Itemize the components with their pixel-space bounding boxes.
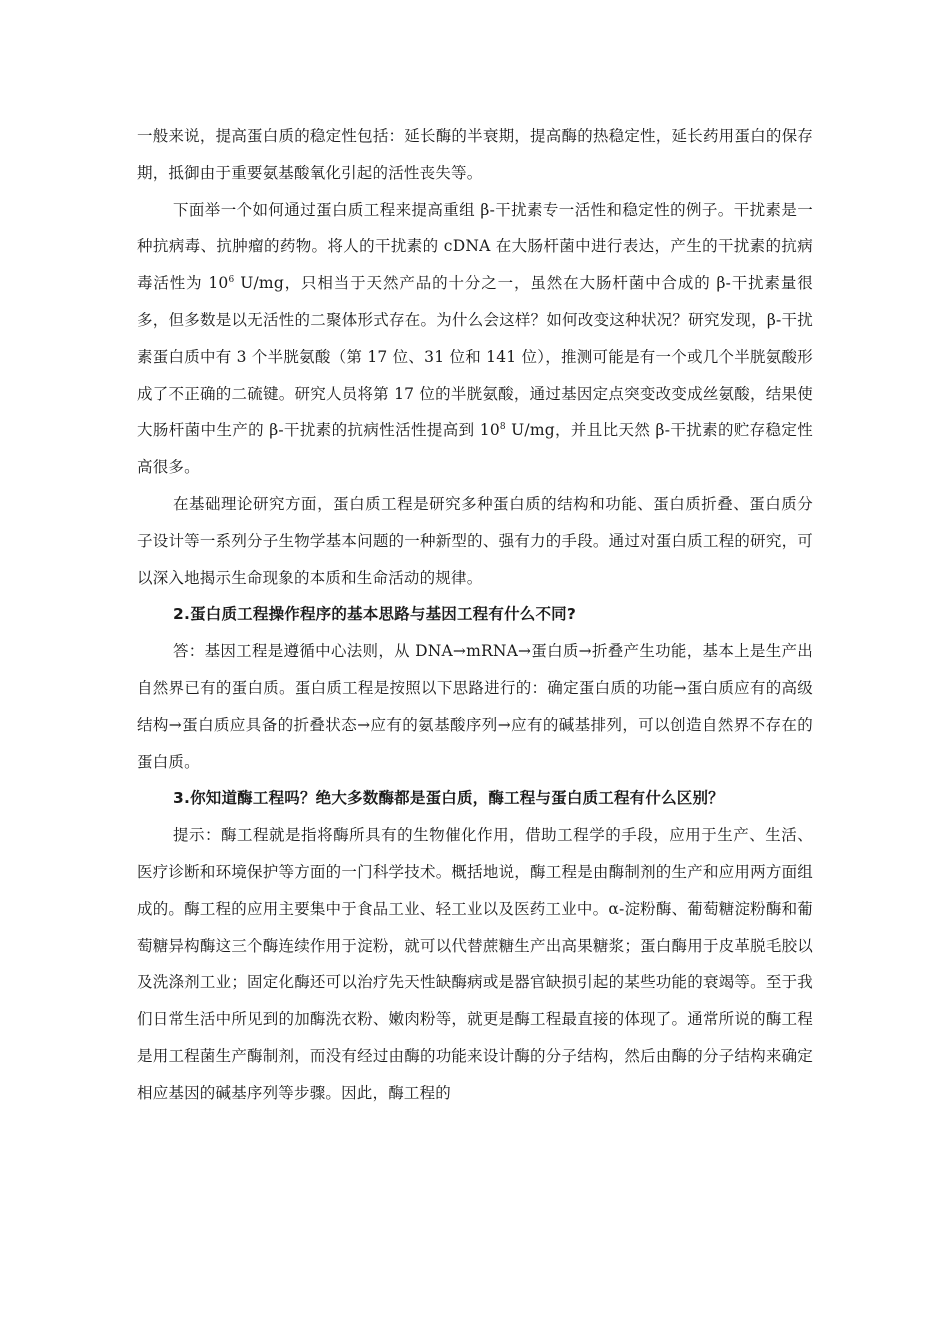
answer-2-paragraph: 答：基因工程是遵循中心法则，从 DNA→mRNA→蛋白质→折叠产生功能，基本上是生产出自然界已有的蛋白质。蛋白质工程是按照以下思路进行的：确定蛋白质的功能→蛋白质应有的高级结构→蛋白质应具备的折叠状态→应有的氨基酸序列→应有的碱基排列，可以创造自然界不存在的蛋白质。 (137, 642, 813, 771)
question-2-heading: 2.蛋白质工程操作程序的基本思路与基因工程有什么不同? (173, 605, 577, 624)
answer-3-paragraph: 提示：酶工程就是指将酶所具有的生物催化作用，借助工程学的手段，应用于生产、生活、医疗诊断和环境保护等方面的一门科学技术。概括地说，酶工程是由酶制剂的生产和应用两方面组成的。酶工程的应用主要集中于食品工业、轻工业以及医药工业中。α-淀粉酶、葡萄糖淀粉酶和葡萄糖异构酶这三个酶连续作用于淀粉，就可以代替蔗糖生产出高果糖浆；蛋白酶用于皮革脱毛胶以及洗涤剂工业；固定化酶还可以治疗先天性缺酶病或是器官缺损引起的某些功能的衰竭等。至于我们日常生活中所见到的加酶洗衣粉、嫩肉粉等，就更是酶工程最直接的体现了。通常所说的酶工程是用工程菌生产酶制剂，而没有经过由酶的功能来设计酶的分子结构，然后由酶的分子结构来确定相应基因的碱基序列等步骤。因此，酶工程的 (137, 826, 813, 1102)
paragraph-basic-research: 在基础理论研究方面，蛋白质工程是研究多种蛋白质的结构和功能、蛋白质折叠、蛋白质分子设计等一系列分子生物学基本问题的一种新型的、强有力的手段。通过对蛋白质工程的研究，可以深入地揭示生命现象的本质和生命活动的规律。 (137, 494, 813, 587)
paragraph-stability: 一般来说，提高蛋白质的稳定性包括：延长酶的半衰期，提高酶的热稳定性，延长药用蛋白的保存期，抵御由于重要氨基酸氧化引起的活性丧失等。 (137, 127, 813, 182)
interferon-text-part1: 下面举一个如何通过蛋白质工程来提高重组 β-干扰素专一活性和稳定性的例子。干扰素是一种抗病毒、抗肿瘤的药物。将人的干扰素的 cDNA 在大肠杆菌中进行表达，产生的干扰素的抗病毒活性为 10 (137, 200, 813, 293)
interferon-text-part3: U/mg，并且比天然 β-干扰素的贮存稳定性高很多。 (137, 421, 813, 477)
document-body (137, 118, 813, 1112)
paragraph-interferon-example (137, 192, 813, 486)
interferon-text-part2: U/mg，只相当于天然产品的十分之一，虽然在大肠杆菌中合成的 β-干扰素量很多，但多数是以无活性的二聚体形式存在。为什么会这样？如何改变这种状况？研究发现，β-干扰素蛋白质中有 3 个半胱氨酸（第 17 位、31 位和 141 位），推测可能是有一个或几个半胱氨酸形成了不正确的二硫键。研究人员将第 17 位的半胱氨酸，通过基因定点突变改变成丝氨酸，结果使大肠杆菌中生产的 β-干扰素的抗病性活性提高到 10 (137, 274, 813, 440)
question-3-heading: 3.你知道酶工程吗？绝大多数酶都是蛋白质，酶工程与蛋白质工程有什么区别？ (173, 789, 724, 808)
exponent-6: 6 (228, 275, 235, 286)
exponent-8: 8 (499, 422, 506, 433)
